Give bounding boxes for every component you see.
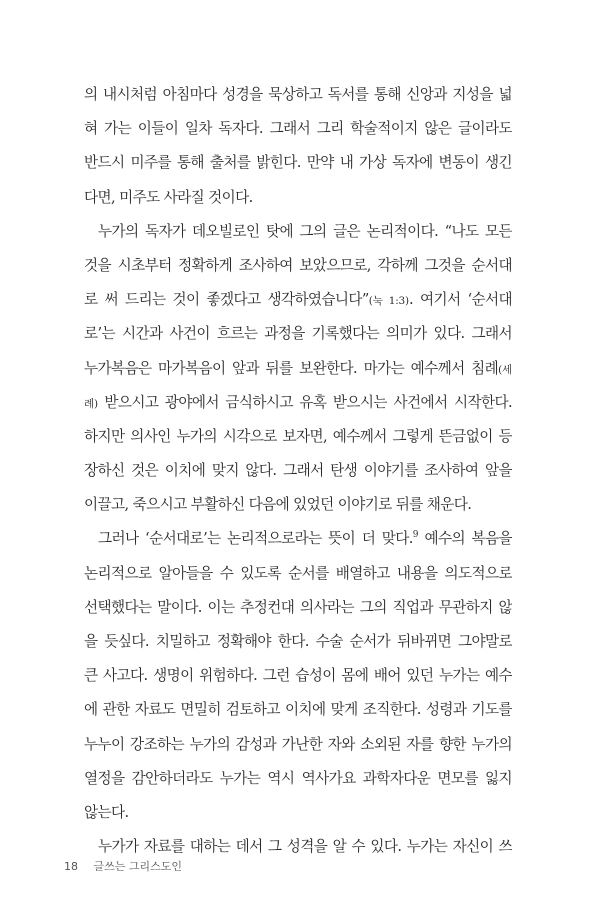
page-number: 18 [64,860,78,873]
text-line: 큰 사고다. 생명이 위험하다. 그런 습성이 몸에 배어 있던 누가는 예수 [84,667,512,685]
body-text [84,78,512,864]
text-line: 논리적으로 알아들을 수 있도록 순서를 배열하고 내용을 의도적으로 [84,564,512,582]
text-line: 누가의 독자가 데오빌로인 탓에 그의 글은 논리적이다. “나도 모든 [98,222,512,240]
text-line: 선택했다는 말이다. 이는 추정컨대 의사라는 그의 직업과 무관하지 않 [84,598,512,616]
text-line: 열정을 감안하더라도 누가는 역시 역사가요 과학자다운 면모를 잃지 [84,769,512,787]
text-line: 의 내시처럼 아침마다 성경을 묵상하고 독서를 통해 신앙과 지성을 넓 [84,86,512,103]
text-line: 다면, 미주도 사라질 것이다. [84,188,253,206]
text-line: 하지만 의사인 누가의 시각으로 보자면, 예수께서 그렇게 뜬금없이 등 [84,427,512,445]
text-line: 않는다. [84,803,129,821]
text-line: 반드시 미주를 통해 출처를 밝힌다. 만약 내 가상 독자에 변동이 생긴 [84,154,512,172]
text-line: 누누이 강조하는 누가의 감성과 가난한 자와 소외된 자를 향한 누가의 [84,735,512,753]
text-line: 혀 가는 이들이 일차 독자다. 그래서 그리 학술적이지 않은 글이라도 [84,120,512,138]
page-footer [64,858,182,874]
text-line: 그러나 ‘순서대로’는 논리적으로라는 뜻이 더 맞다.$^9$ 예수의 복음을 [98,530,512,548]
text-line: 을 듯싶다. 치밀하고 정확해야 한다. 수술 순서가 뒤바뀌면 그야말로 [84,633,512,650]
parenthetical-note: 례) [84,397,98,410]
text-line: 이끌고, 죽으시고 부활하신 다음에 있었던 이야기로 뒤를 채운다. [84,496,472,514]
text-line: 로 써 드리는 것이 좋겠다고 생각하였습니다”(눅 1:3). 여기서 ‘순서대 [84,291,512,309]
text-line: 것을 시초부터 정확하게 조사하여 보았으므로, 각하께 그것을 순서대 [84,256,512,274]
scripture-reference: (눅 1:3) [368,295,409,308]
text-line: 에 관한 자료도 면밀히 검토하고 이치에 맞게 조직한다. 성령과 기도를 [84,701,512,719]
text-line: 누가복음은 마가복음이 앞과 뒤를 보완한다. 마가는 예수께서 침례(세 [84,359,512,377]
parenthetical-note: (세 [498,363,512,376]
text-line: 누가가 자료를 대하는 데서 그 성격을 알 수 있다. 누가는 자신이 쓰 [98,838,512,856]
text-line: 장하신 것은 이치에 맞지 않다. 그래서 탄생 이야기를 조사하여 앞을 [84,462,512,480]
endnote-marker: 9 [412,530,418,541]
text-line: 례) 받으시고 광야에서 금식하시고 유혹 받으시는 사건에서 시작한다. [84,393,512,411]
running-title: 글쓰는 그리스도인 [93,860,183,873]
text-line: 로’는 시간과 사건이 흐르는 과정을 기록했다는 의미가 있다. 그래서 [84,325,512,343]
